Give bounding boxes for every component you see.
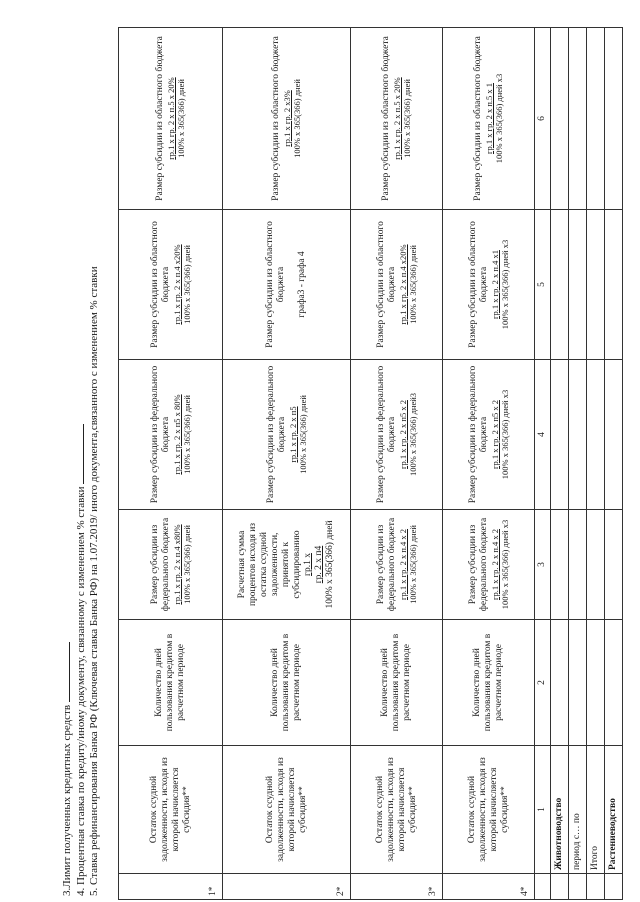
column-number: 4 <box>535 360 551 510</box>
empty-cell <box>569 360 587 510</box>
empty-cell <box>587 510 605 620</box>
total-row <box>587 28 605 900</box>
cell-regional-subsidy: Размер субсидии из областного бюджета гр.1 х гр. 2 х п.5 х 20% 100% х 365(366) дней <box>119 28 223 210</box>
cell-loan-balance: Остаток ссудной задолженности, исходя из которой начисляется субсидия** <box>443 746 535 874</box>
empty-cell <box>605 360 623 510</box>
cell-estimated-interest: Расчетная сумма процентов исходя из остатка ссудной задолженности, принятой к субсидированию гр.1 х гр. 2 х п4 100% х 365(366) дней <box>223 510 351 620</box>
row-label: 2* <box>223 874 351 900</box>
cell-days-count: Количество дней пользования кредитом в расчетном периоде <box>351 620 443 746</box>
cell-federal-subsidy: Размер субсидии из федерального бюджета гр.1 х гр. 2 х п5 100% х 365(366) дней <box>223 360 351 510</box>
column-number: 1 <box>535 746 551 874</box>
row-label: 4* <box>443 874 535 900</box>
header-line-refinancing-rate: 5. Ставка рефинансирования Банка РФ (Ключевая ставка Банка РФ) на 1.07.2019/ иного документа,связанного с изменением % ставки <box>88 266 100 896</box>
empty-cell <box>605 210 623 360</box>
empty-cell <box>605 510 623 620</box>
empty-cell <box>535 874 551 900</box>
empty-cell <box>551 510 569 620</box>
fill-blank <box>60 642 70 702</box>
empty-cell <box>569 620 587 746</box>
period-label: период с… по <box>569 746 587 874</box>
empty-cell <box>587 28 605 210</box>
empty-cell <box>587 620 605 746</box>
empty-cell <box>605 620 623 746</box>
header-line-credit-limit: 3.Лимит полученных кредитных средств <box>60 642 74 896</box>
cell-loan-balance: Остаток ссудной задолженности, исходя из которой начисляется субсидия** <box>351 746 443 874</box>
empty-cell <box>569 28 587 210</box>
empty-cell <box>569 510 587 620</box>
empty-cell <box>551 210 569 360</box>
column-number: 3 <box>535 510 551 620</box>
cell-federal-subsidy: Размер субсидии из федерального бюджета гр.1 х гр. 2 х п.4 х 2 100% х 365(366) дней <box>351 510 443 620</box>
empty-cell <box>605 874 623 900</box>
cell-days-count: Количество дней пользования кредитом в расчетном периоде <box>119 620 223 746</box>
cell-federal-subsidy: Размер субсидии из федерального бюджета гр.1 х гр. 2 х п5 х 80% 100% х 365(366) дней <box>119 360 223 510</box>
table-row <box>119 28 223 900</box>
empty-cell <box>551 874 569 900</box>
empty-cell <box>605 28 623 210</box>
cell-regional-subsidy: Размер субсидии из областного бюджета гр.1 х гр. 2 х3% 100% х 365(366) дней <box>223 28 351 210</box>
cell-regional-subsidy: Размер субсидии из областного бюджета гр.1 х гр. 2 х п.5 х 1 100% х 365(366) дней х3 <box>443 28 535 210</box>
empty-cell <box>551 360 569 510</box>
subsidy-table <box>118 27 623 900</box>
cell-federal-subsidy: Размер субсидии из федерального бюджета гр.1 х гр. 2 х п5 х 2 100% х 365(366) дней3 <box>351 360 443 510</box>
cell-federal-subsidy: Размер субсидии из федерального бюджета гр.1 х гр. 2 х п.4 х 2 100% х 365(366) дней х3 <box>443 510 535 620</box>
cell-regional-subsidy: Размер субсидии из областного бюджета гр.1 х гр. 2 х п.4 х20% 100% х 365(366) дней <box>351 210 443 360</box>
cell-regional-subsidy: Размер субсидии из областного бюджета гр.1 х гр. 2 х п.5 х 20% 100% х 365(366) дней <box>351 28 443 210</box>
empty-cell <box>587 874 605 900</box>
cell-regional-subsidy: Размер субсидии из областного бюджета графа3 - графа 4 <box>223 210 351 360</box>
empty-cell <box>551 28 569 210</box>
empty-cell <box>569 210 587 360</box>
cell-federal-subsidy: Размер субсидии из федерального бюджета гр.1 х гр. 2 х п.4 х80% 100% х 365(366) дней <box>119 510 223 620</box>
period-row <box>569 28 587 900</box>
section-row-crops <box>605 28 623 900</box>
row-label: 3* <box>351 874 443 900</box>
empty-cell <box>587 210 605 360</box>
table-row <box>351 28 443 900</box>
cell-regional-subsidy: Размер субсидии из областного бюджета гр.1 х гр. 2 х п.4 х20% 100% х 365(366) дней <box>119 210 223 360</box>
section-label-livestock: Животноводство <box>551 746 569 874</box>
empty-cell <box>587 360 605 510</box>
cell-days-count: Количество дней пользования кредитом в расчетном периоде <box>443 620 535 746</box>
column-number-row <box>535 28 551 900</box>
cell-regional-subsidy: Размер субсидии из областного бюджета гр.1 х гр. 2 х п.4 х1 100% х 365(366) дней х3 <box>443 210 535 360</box>
column-number: 5 <box>535 210 551 360</box>
fill-blank <box>74 424 84 484</box>
cell-loan-balance: Остаток ссудной задолженности, исходя из которой начисляется субсидия** <box>119 746 223 874</box>
table-row <box>223 28 351 900</box>
section-label-crops: Растениеводство <box>605 746 623 874</box>
empty-cell <box>569 874 587 900</box>
cell-federal-subsidy: Размер субсидии из федерального бюджета гр.1 х гр. 2 х п5 х 2 100% х 365(366) дней х3 <box>443 360 535 510</box>
total-label: Итого <box>587 746 605 874</box>
column-number: 6 <box>535 28 551 210</box>
cell-days-count: Количество дней пользования кредитом в расчетном периоде <box>223 620 351 746</box>
row-label: 1* <box>119 874 223 900</box>
header-line-interest-rate: 4. Процентная ставка по кредиту/иному документу, связанному с изменением % ставки <box>74 424 88 896</box>
column-number: 2 <box>535 620 551 746</box>
cell-loan-balance: Остаток ссудной задолженности, исходя из которой начисляется субсидия** <box>223 746 351 874</box>
section-row-livestock <box>551 28 569 900</box>
empty-cell <box>551 620 569 746</box>
table-row <box>443 28 535 900</box>
